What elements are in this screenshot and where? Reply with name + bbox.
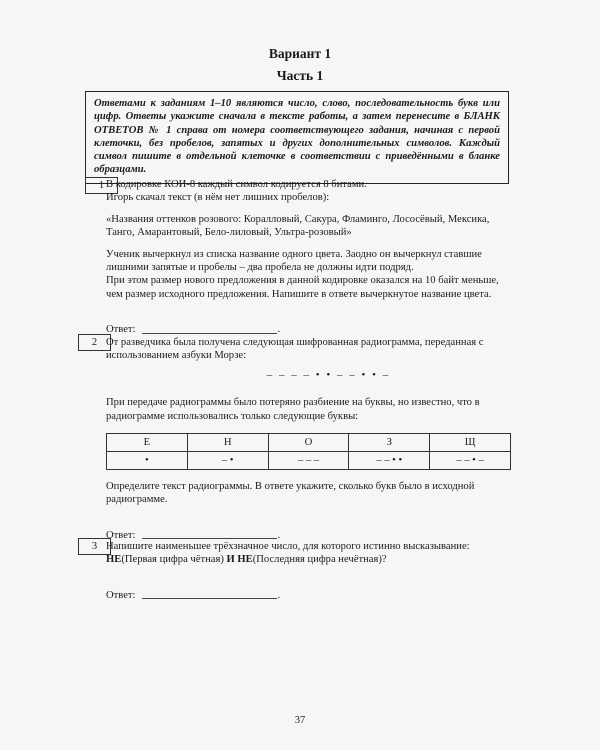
letter-cell: З bbox=[349, 434, 430, 452]
q2-answer-label: Ответ: bbox=[106, 529, 136, 541]
code-cell: – – • – bbox=[430, 452, 511, 470]
letters-row bbox=[107, 434, 511, 452]
q1-text-1: В кодировке КОИ-8 каждый символ кодируется 8 битами. bbox=[106, 179, 367, 190]
question-2 bbox=[106, 336, 511, 542]
question-3 bbox=[106, 540, 511, 602]
code-cell: – – • • bbox=[349, 452, 430, 470]
q3-cond-1: (Первая цифра чётная) bbox=[121, 554, 227, 566]
q2-text-1: От разведчика была получена следующая шифрованная радиограмма, переданная с использованием азбуки Морзе: bbox=[106, 337, 484, 362]
q2-text-2: При передаче радиограммы было потеряно разбиение на буквы, но известно, что в радиограмме использовались только следующие буквы: bbox=[106, 397, 480, 422]
part-title: Часть 1 bbox=[276, 68, 324, 83]
code-cell: – • bbox=[187, 452, 268, 470]
letter-cell: Н bbox=[187, 434, 268, 452]
variant-title: Вариант 1 bbox=[268, 46, 332, 61]
page-number: 37 bbox=[294, 715, 306, 726]
q2-answer-row: Ответ: . bbox=[106, 529, 281, 541]
q1-text-3: Ученик вычеркнул из списка название одного цвета. Заодно он вычеркнул ставшие лишними запятые и пробелы – два пробела не должны идти подряд. bbox=[106, 248, 482, 274]
codes-row bbox=[107, 452, 511, 470]
morse-letter-table bbox=[106, 433, 511, 470]
letter-cell: Щ bbox=[430, 434, 511, 452]
q3-not-1: НЕ bbox=[106, 554, 122, 566]
code-cell: – – – bbox=[268, 452, 349, 470]
q1-answer-row: Ответ: . bbox=[106, 324, 281, 336]
q3-answer-field[interactable] bbox=[142, 597, 277, 599]
q1-text-4: При этом размер нового предложения в данной кодировке оказался на 10 байт меньше, чем размер исходного предложения. Напишите в ответе вычеркнутое название цвета. bbox=[106, 275, 499, 300]
question-number-2: 2 bbox=[78, 334, 111, 351]
q2-answer-field[interactable] bbox=[142, 537, 277, 539]
q1-quote: «Названия оттенков розового: Коралловый, Сакура, Фламинго, Лососёвый, Мексика, Танго, Амарантовый, Бело-лиловый, Ультра-розовый» bbox=[106, 213, 490, 239]
q3-answer-label: Ответ: bbox=[106, 589, 136, 601]
morse-message: – – – – • • – – • • – bbox=[266, 368, 391, 381]
q1-text-2: Игорь скачал текст (в нём нет лишних пробелов): bbox=[106, 192, 330, 204]
q3-expression bbox=[106, 553, 511, 566]
q3-answer-row: Ответ: . bbox=[106, 589, 281, 601]
instructions-box: Ответами к заданиям 1–10 являются число, слово, последовательность букв или цифр. Ответы укажите сначала в тексте работы, а затем перенесите в БЛАНК ОТВЕТОВ № 1 справа от номера соответствующего задания, начиная с первой клеточки, без пробелов, запятых и других дополнительных символов. Каждый символ пишите в отдельной клеточке в соответствии с приведёнными в бланке образцами. bbox=[85, 91, 509, 184]
q2-text-3: Определите текст радиограммы. В ответе укажите, сколько букв было в исходной радиограмме. bbox=[106, 481, 475, 506]
question-number-1: 1 bbox=[85, 177, 118, 194]
code-cell: • bbox=[107, 452, 188, 470]
q1-answer-field[interactable] bbox=[142, 332, 277, 334]
q3-text-1: Напишите наименьшее трёхзначное число, для которого истинно высказывание: bbox=[106, 541, 470, 552]
question-1 bbox=[106, 178, 511, 337]
question-number-3: 3 bbox=[78, 538, 111, 555]
q3-cond-2: (Последняя цифра нечётная)? bbox=[252, 554, 387, 566]
q3-and-not: И НЕ bbox=[226, 554, 253, 566]
letter-cell: Е bbox=[107, 434, 188, 452]
letter-cell: О bbox=[268, 434, 349, 452]
q1-answer-label: Ответ: bbox=[106, 324, 136, 336]
